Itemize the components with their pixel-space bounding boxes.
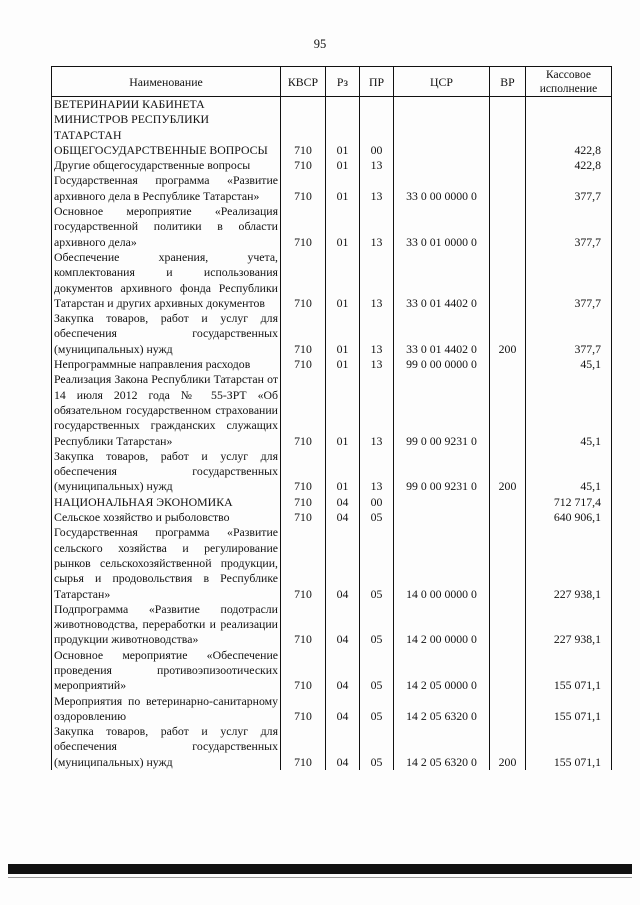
cell-csr xyxy=(394,97,490,143)
cell-pr: 05 xyxy=(360,724,394,770)
table-row xyxy=(52,510,612,525)
cell-amount: 45,1 xyxy=(526,449,612,495)
table-row xyxy=(52,250,612,311)
header-pr: ПР xyxy=(360,67,394,97)
scan-footer-rule xyxy=(8,877,632,878)
header-name: Наименование xyxy=(52,67,281,97)
cell-vr xyxy=(490,204,526,250)
cell-rz: 01 xyxy=(326,143,360,158)
table-row xyxy=(52,495,612,510)
cell-rz: 01 xyxy=(326,250,360,311)
cell-name: Реализация Закона Республики Татарстан от 14 июля 2012 года № 55-ЗРТ «Об обязательном государственном страховании государственных гражданских служащих Республики Татарстан» xyxy=(52,372,281,448)
cell-rz xyxy=(326,97,360,143)
cell-vr xyxy=(490,602,526,648)
cell-pr: 05 xyxy=(360,694,394,725)
cell-vr xyxy=(490,173,526,204)
cell-amount: 155 071,1 xyxy=(526,724,612,770)
table-row xyxy=(52,143,612,158)
cell-csr xyxy=(394,143,490,158)
cell-vr: 200 xyxy=(490,724,526,770)
cell-name: Закупка товаров, работ и услуг для обеспечения государственных (муниципальных) нужд xyxy=(52,311,281,357)
table-body xyxy=(52,97,612,771)
cell-vr xyxy=(490,525,526,601)
table-row xyxy=(52,311,612,357)
cell-pr: 13 xyxy=(360,372,394,448)
cell-kvsr: 710 xyxy=(281,449,326,495)
cell-rz: 01 xyxy=(326,449,360,495)
cell-pr: 05 xyxy=(360,510,394,525)
table-row xyxy=(52,158,612,173)
cell-kvsr: 710 xyxy=(281,602,326,648)
cell-pr: 05 xyxy=(360,602,394,648)
cell-kvsr: 710 xyxy=(281,724,326,770)
cell-kvsr: 710 xyxy=(281,250,326,311)
cell-rz: 01 xyxy=(326,357,360,372)
cell-name: Сельское хозяйство и рыболовство xyxy=(52,510,281,525)
header-vr: ВР xyxy=(490,67,526,97)
cell-name: НАЦИОНАЛЬНАЯ ЭКОНОМИКА xyxy=(52,495,281,510)
cell-amount: 227 938,1 xyxy=(526,525,612,601)
cell-csr: 33 0 00 0000 0 xyxy=(394,173,490,204)
cell-pr: 00 xyxy=(360,143,394,158)
cell-vr xyxy=(490,510,526,525)
cell-kvsr: 710 xyxy=(281,648,326,694)
cell-csr: 14 2 05 6320 0 xyxy=(394,724,490,770)
cell-pr: 13 xyxy=(360,173,394,204)
table-header xyxy=(52,67,612,97)
cell-name: Непрограммные направления расходов xyxy=(52,357,281,372)
cell-csr: 33 0 01 4402 0 xyxy=(394,311,490,357)
cell-vr: 200 xyxy=(490,311,526,357)
budget-table xyxy=(51,66,612,770)
cell-csr xyxy=(394,510,490,525)
cell-csr xyxy=(394,495,490,510)
cell-amount: 377,7 xyxy=(526,204,612,250)
cell-csr: 14 2 00 0000 0 xyxy=(394,602,490,648)
cell-vr xyxy=(490,495,526,510)
table-row xyxy=(52,449,612,495)
cell-rz: 04 xyxy=(326,694,360,725)
cell-csr: 99 0 00 9231 0 xyxy=(394,449,490,495)
cell-csr xyxy=(394,158,490,173)
cell-amount xyxy=(526,97,612,143)
cell-kvsr: 710 xyxy=(281,204,326,250)
cell-rz: 01 xyxy=(326,311,360,357)
table-row xyxy=(52,602,612,648)
cell-kvsr: 710 xyxy=(281,357,326,372)
cell-rz: 04 xyxy=(326,525,360,601)
cell-rz: 04 xyxy=(326,495,360,510)
cell-amount: 227 938,1 xyxy=(526,602,612,648)
table-row xyxy=(52,97,612,143)
table-row xyxy=(52,694,612,725)
cell-name: Другие общегосударственные вопросы xyxy=(52,158,281,173)
cell-amount: 155 071,1 xyxy=(526,648,612,694)
cell-amount: 377,7 xyxy=(526,311,612,357)
cell-name: Государственная программа «Развитие сельского хозяйства и регулирование рынков сельскохозяйственной продукции, сырья и продовольствия в Республике Татарстан» xyxy=(52,525,281,601)
cell-amount: 377,7 xyxy=(526,250,612,311)
cell-kvsr: 710 xyxy=(281,694,326,725)
table-row xyxy=(52,204,612,250)
cell-pr: 13 xyxy=(360,250,394,311)
cell-amount: 377,7 xyxy=(526,173,612,204)
cell-vr xyxy=(490,648,526,694)
cell-rz: 01 xyxy=(326,173,360,204)
cell-pr: 05 xyxy=(360,525,394,601)
cell-csr: 14 2 05 6320 0 xyxy=(394,694,490,725)
cell-pr: 13 xyxy=(360,357,394,372)
cell-rz: 01 xyxy=(326,204,360,250)
cell-rz: 01 xyxy=(326,372,360,448)
cell-vr xyxy=(490,694,526,725)
table-row xyxy=(52,648,612,694)
table-row xyxy=(52,525,612,601)
header-rz: Рз xyxy=(326,67,360,97)
cell-amount: 45,1 xyxy=(526,357,612,372)
cell-kvsr: 710 xyxy=(281,510,326,525)
cell-kvsr: 710 xyxy=(281,311,326,357)
cell-kvsr: 710 xyxy=(281,158,326,173)
cell-amount: 45,1 xyxy=(526,372,612,448)
cell-amount: 422,8 xyxy=(526,158,612,173)
cell-pr xyxy=(360,97,394,143)
cell-pr: 13 xyxy=(360,311,394,357)
cell-kvsr: 710 xyxy=(281,173,326,204)
cell-csr: 33 0 01 4402 0 xyxy=(394,250,490,311)
table-row xyxy=(52,724,612,770)
cell-vr xyxy=(490,158,526,173)
cell-name: Подпрограмма «Развитие подотрасли животноводства, переработки и реализации продукции животноводства» xyxy=(52,602,281,648)
cell-csr: 14 0 00 0000 0 xyxy=(394,525,490,601)
cell-vr xyxy=(490,357,526,372)
cell-amount: 155 071,1 xyxy=(526,694,612,725)
cell-rz: 04 xyxy=(326,724,360,770)
cell-kvsr: 710 xyxy=(281,143,326,158)
cell-amount: 422,8 xyxy=(526,143,612,158)
page-number: 95 xyxy=(313,37,327,51)
cell-vr: 200 xyxy=(490,449,526,495)
cell-pr: 13 xyxy=(360,158,394,173)
cell-csr: 14 2 05 0000 0 xyxy=(394,648,490,694)
cell-name: ОБЩЕГОСУДАРСТВЕННЫЕ ВОПРОСЫ xyxy=(52,143,281,158)
cell-name: Основное мероприятие «Обеспечение проведения противоэпизоотических мероприятий» xyxy=(52,648,281,694)
cell-vr xyxy=(490,97,526,143)
header-csr: ЦСР xyxy=(394,67,490,97)
table-row xyxy=(52,173,612,204)
cell-kvsr: 710 xyxy=(281,495,326,510)
cell-csr: 99 0 00 9231 0 xyxy=(394,372,490,448)
cell-kvsr xyxy=(281,97,326,143)
header-kvsr: КВСР xyxy=(281,67,326,97)
scan-footer-bar xyxy=(8,864,632,874)
cell-kvsr: 710 xyxy=(281,372,326,448)
cell-rz: 04 xyxy=(326,510,360,525)
cell-rz: 04 xyxy=(326,648,360,694)
cell-name: Закупка товаров, работ и услуг для обеспечения государственных (муниципальных) нужд xyxy=(52,449,281,495)
table-row xyxy=(52,372,612,448)
cell-pr: 13 xyxy=(360,204,394,250)
cell-name: Государственная программа «Развитие архивного дела в Республике Татарстан» xyxy=(52,173,281,204)
cell-csr: 33 0 01 0000 0 xyxy=(394,204,490,250)
cell-name: Обеспечение хранения, учета, комплектования и использования документов архивного фонда Республики Татарстан и других архивных документов xyxy=(52,250,281,311)
cell-csr: 99 0 00 0000 0 xyxy=(394,357,490,372)
cell-vr xyxy=(490,143,526,158)
cell-amount: 712 717,4 xyxy=(526,495,612,510)
cell-name: Мероприятия по ветеринарно-санитарному оздоровлению xyxy=(52,694,281,725)
cell-pr: 00 xyxy=(360,495,394,510)
cell-rz: 01 xyxy=(326,158,360,173)
cell-amount: 640 906,1 xyxy=(526,510,612,525)
header-amount: Кассовое исполнение xyxy=(526,67,612,97)
cell-rz: 04 xyxy=(326,602,360,648)
cell-name: Основное мероприятие «Реализация государственной политики в области архивного дела» xyxy=(52,204,281,250)
cell-name: ВЕТЕРИНАРИИ КАБИНЕТА МИНИСТРОВ РЕСПУБЛИКИ ТАТАРСТАН xyxy=(52,97,281,143)
cell-vr xyxy=(490,372,526,448)
cell-kvsr: 710 xyxy=(281,525,326,601)
table-row xyxy=(52,357,612,372)
cell-pr: 13 xyxy=(360,449,394,495)
cell-vr xyxy=(490,250,526,311)
cell-pr: 05 xyxy=(360,648,394,694)
cell-name: Закупка товаров, работ и услуг для обеспечения государственных (муниципальных) нужд xyxy=(52,724,281,770)
